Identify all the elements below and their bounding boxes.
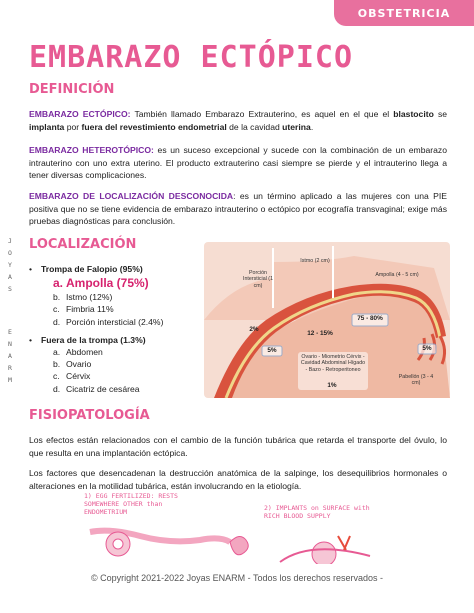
pct-otros: 1% <box>327 382 337 389</box>
list-group-fuera: • Fuera de la trompa (1.3%) <box>29 334 146 345</box>
list-item: b. Ovario <box>53 359 92 370</box>
list-item: d. Porción intersticial (2.4%) <box>53 316 164 327</box>
pct-intersticial: 2% <box>249 326 259 333</box>
fisiopatologia-p2: Los factores que desencadenan la destrucción anatómica de la salpinge, los desequilibrios hormonales o alteraciones en la motilidad tubárica, están involucrando en la etiología. <box>29 468 447 491</box>
pct-ampolla: 75 - 80% <box>357 315 383 322</box>
figure-caption-1: 1) EGG FERTILIZED: RESTS SOMEWHERE OTHER than ENDOMETRIUM <box>84 492 178 516</box>
localizacion-list <box>29 263 219 395</box>
list-item: c. Cérvix <box>53 371 91 382</box>
page-title: EMBARAZO ECTÓPICO <box>29 40 354 75</box>
list-item: c. Fimbria 11% <box>53 304 114 315</box>
fisiopatologia-figure <box>80 492 380 564</box>
label-porcion: Porción Intersticial (1 cm) <box>242 270 274 289</box>
definicion-ectopico: EMBARAZO ECTÓPICO: También llamado Embarazo Extrauterino, es aquel en el que el blastocito se implanta por fuera del revestimiento endometrial de la cavidad uterina. <box>29 109 448 132</box>
definicion-heterotopico: EMBARAZO HETEROTÓPICO: es un suceso excepcional y sucede con la combinación de un embarazo intrauterino con uno extra uterino. El producto extrauterino casi siempre se pierde y el intrauterino llega a tener diversas complicaciones. <box>29 145 447 180</box>
definicion-heading: DEFINICIÓN <box>29 82 115 97</box>
fisiopatologia-heading: FISIOPATOLOGÍA <box>29 408 150 423</box>
list-item: b. Istmo (12%) <box>53 292 113 303</box>
list-group-trompa: • Trompa de Falopio (95%) <box>29 264 143 274</box>
sidebar-letters-bottom: E N A R M <box>8 328 12 384</box>
section-badge: OBSTETRICIA <box>334 0 474 26</box>
list-item: d. Cicatriz de cesárea <box>53 383 140 394</box>
label-ampolla: Ampolla (4 - 5 cm) <box>375 272 419 278</box>
label-istmo: Istmo (2 cm) <box>300 258 330 264</box>
label-otros: Ovario - Miometrio Cérvix - Cavidad Abdominal Hígado - Bazo - Retroperitoneo <box>300 354 366 373</box>
fisiopatologia-p1: Los efectos están relacionados con el cambio de la función tubárica que retarda el transporte del óvulo, lo que resulta en una implantación ectópica. <box>29 435 447 458</box>
pct-istmo: 12 - 15% <box>307 330 333 337</box>
label-pabellon: Pabellón (3 - 4 cm) <box>398 374 434 387</box>
definicion-desconocida: EMBARAZO DE LOCALIZACIÓN DESCONOCIDA: es un término aplicado a las mujeres con una PIE positiva que no se tiene evidencia de embarazo intrauterino o ectópico por ecografía transvaginal; exige más pruebas diagnósticas para conclusión. <box>29 191 447 226</box>
localizacion-heading: LOCALIZACIÓN <box>29 237 137 252</box>
list-item: a. Abdomen <box>53 347 103 358</box>
pct-other-left: 5% <box>267 347 277 354</box>
footer-copyright: © Copyright 2021-2022 Joyas ENARM - Todos los derechos reservados - <box>90 573 384 583</box>
figure-caption-2: 2) IMPLANTS on SURFACE with RICH BLOOD SUPPLY <box>264 504 370 520</box>
sidebar-letters-top: J O Y A S <box>8 237 12 293</box>
tube-diagram <box>204 242 450 398</box>
list-item: a. Ampolla (75%) <box>53 276 149 291</box>
pct-fimbria: 5% <box>422 345 432 352</box>
